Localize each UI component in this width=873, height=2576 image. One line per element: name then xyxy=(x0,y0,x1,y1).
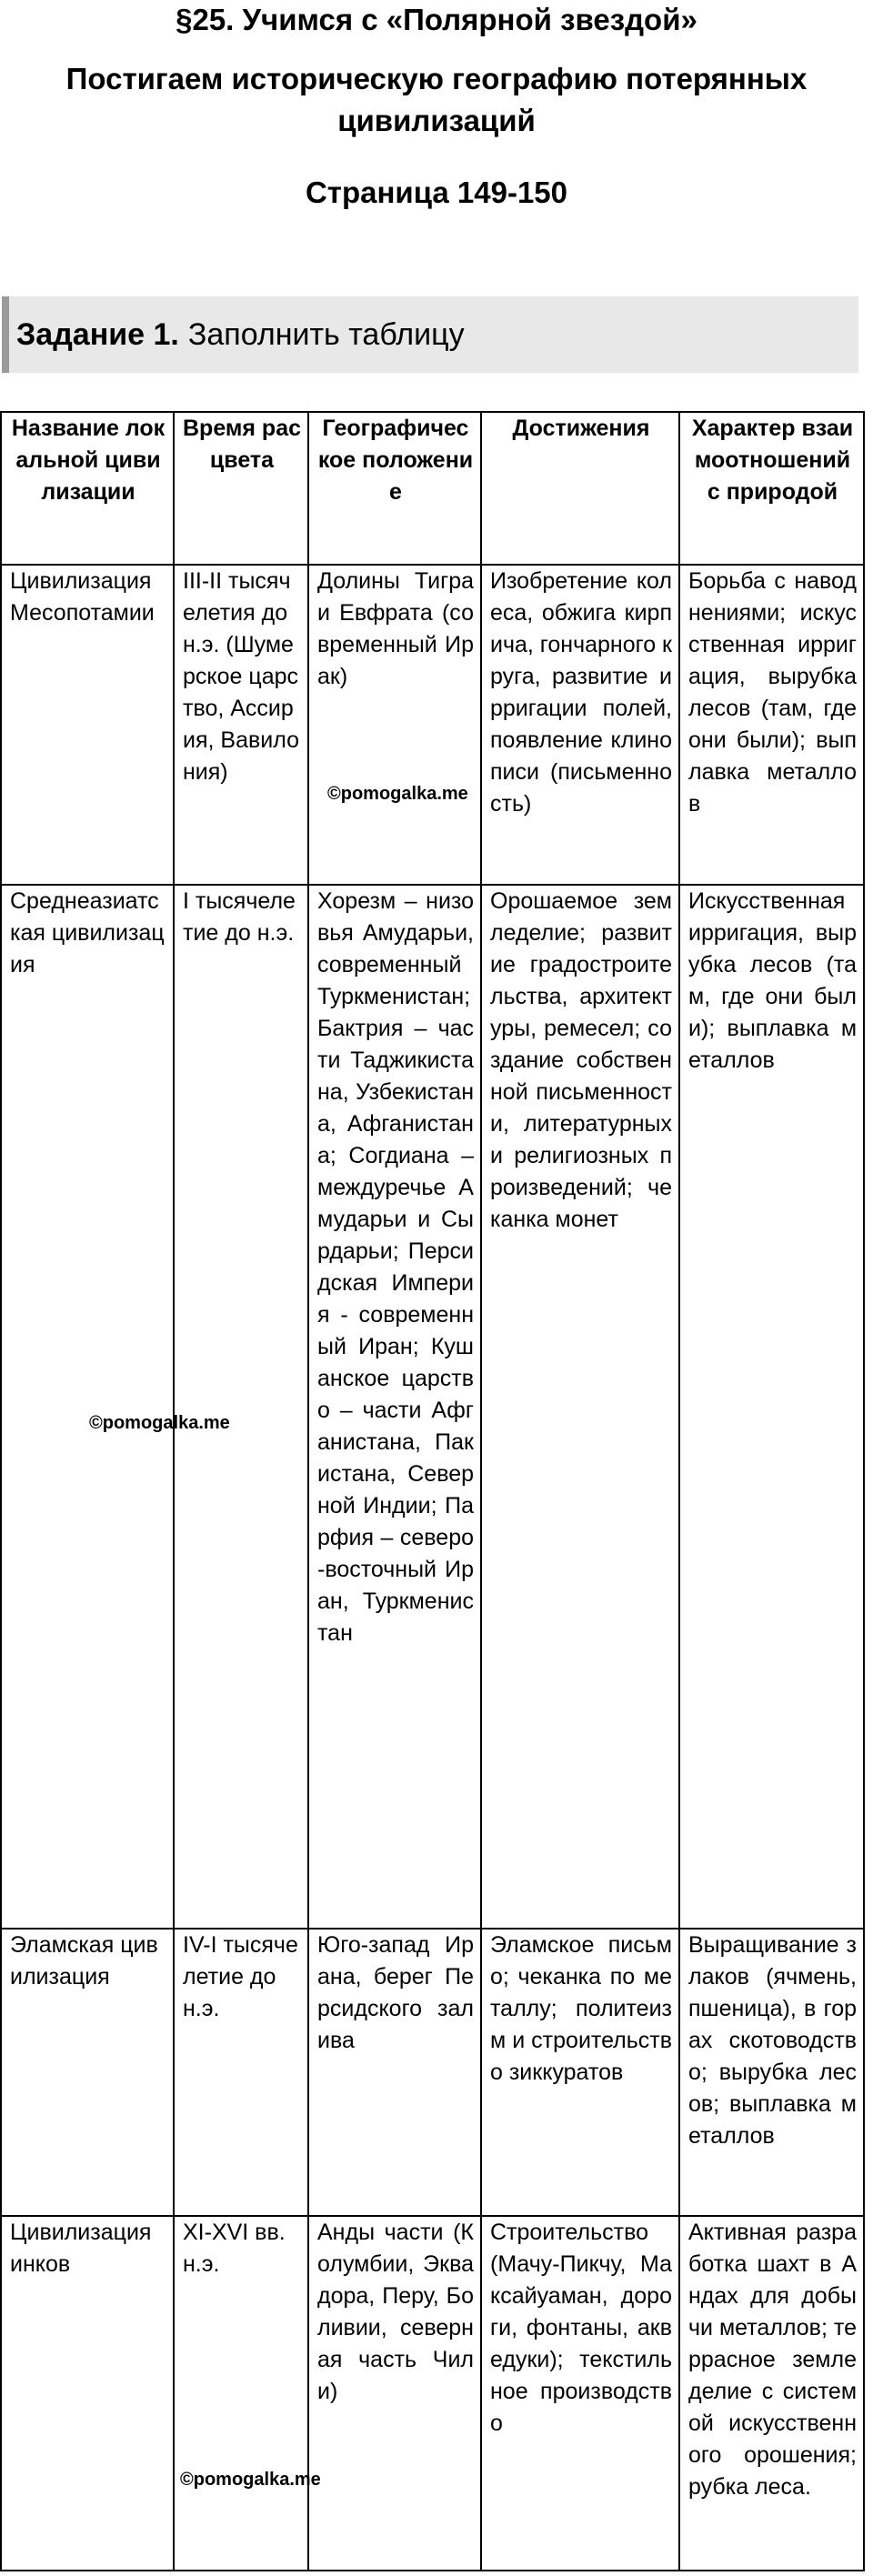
cell-name: Цивилизация Месопотамии xyxy=(1,565,174,885)
cell-geo: Анды части (Колумбии, Эквадора, Перу, Боливии, северная часть Чили) xyxy=(308,2216,481,2571)
table-row xyxy=(1,2216,864,2571)
cell-geo: Юго-запад Ирана, берег Персидского залива xyxy=(308,1929,481,2216)
watermark: ©pomogalka.me xyxy=(327,784,468,804)
page-title: §25. Учимся с «Полярной звездой» xyxy=(176,3,697,36)
col-header-achievements: Достижения xyxy=(481,412,679,565)
civilizations-table xyxy=(0,411,865,2571)
cell-nature: Активная разработка шахт в Андах для добычи металлов; террасное земледелие с системой искусственного орошения; рубка леса. xyxy=(679,2216,864,2571)
cell-time: III-II тысячелетия до н.э. (Шумерское царство, Ассирия, Вавилония) xyxy=(174,565,308,885)
cell-achievements: Изобретение колеса, обжига кирпича, гончарного круга, развитие ирригации полей, появление клинописи (письменность) xyxy=(481,565,679,885)
task-number: Задание 1. xyxy=(16,316,179,352)
page-subtitle: Постигаем историческую географию потерянных цивилизаций xyxy=(65,62,808,137)
cell-name: Эламская цивилизация xyxy=(1,1929,174,2216)
table-row xyxy=(1,1929,864,2216)
page-range: Страница 149-150 xyxy=(305,175,568,209)
cell-achievements: Эламское письмо; чеканка по металлу; политеизм и строительство зиккуратов xyxy=(481,1929,679,2216)
cell-name: Среднеазиатская цивилизация xyxy=(1,885,174,1929)
cell-time: XI-XVI вв. н.э. xyxy=(174,2216,308,2571)
table-row xyxy=(1,565,864,885)
cell-time: IV-I тысячелетие до н.э. xyxy=(174,1929,308,2216)
cell-nature: Борьба с наводнениями; искусственная ирригация, вырубка лесов (там, где они были); выплавка металлов xyxy=(679,565,864,885)
watermark: ©pomogalka.me xyxy=(180,2470,321,2490)
watermark: ©pomogalka.me xyxy=(89,1413,230,1433)
col-header-time: Время расцвета xyxy=(174,412,308,565)
col-header-nature: Характер взаимоотношений с природой xyxy=(679,412,864,565)
cell-time: I тысячелетие до н.э. xyxy=(174,885,308,1929)
cell-achievements: Орошаемое земледелие; развитие градостроительства, архитектуры, ремесел; создание собственной письменности, литературных и религиозных произведений; чеканка монет xyxy=(481,885,679,1929)
cell-geo: Долины Тигра и Евфрата (современный Ирак) xyxy=(308,565,481,885)
cell-nature: Искусственная ирригация, вырубка лесов (там, где они были); выплавка металлов xyxy=(679,885,864,1929)
col-header-geo: Географическое положение xyxy=(308,412,481,565)
table-row xyxy=(1,885,864,1929)
cell-achievements: Строительство (Мачу-Пикчу, Максайуаман, дороги, фонтаны, акведуки); текстильное производство xyxy=(481,2216,679,2571)
task-text: Заполнить таблицу xyxy=(187,316,465,352)
cell-geo: Хорезм – низовья Амударьи, современный Туркменистан; Бактрия – части Таджикистана, Узбекистана, Афганистана; Согдиана – междуречье Амударьи и Сырдарьи; Персидская Империя - современный Иран; Кушанское царство – части Афганистана, Пакистана, Северной Индии; Парфия – северо-восточный Иран, Туркменистан xyxy=(308,885,481,1929)
table-header-row xyxy=(1,412,864,565)
cell-name: Цивилизация инков xyxy=(1,2216,174,2571)
task-heading xyxy=(2,296,858,373)
col-header-name: Название локальной цивилизации xyxy=(1,412,174,565)
cell-nature: Выращивание злаков (ячмень, пшеница), в горах скотоводство; вырубка лесов; выплавка металлов xyxy=(679,1929,864,2216)
